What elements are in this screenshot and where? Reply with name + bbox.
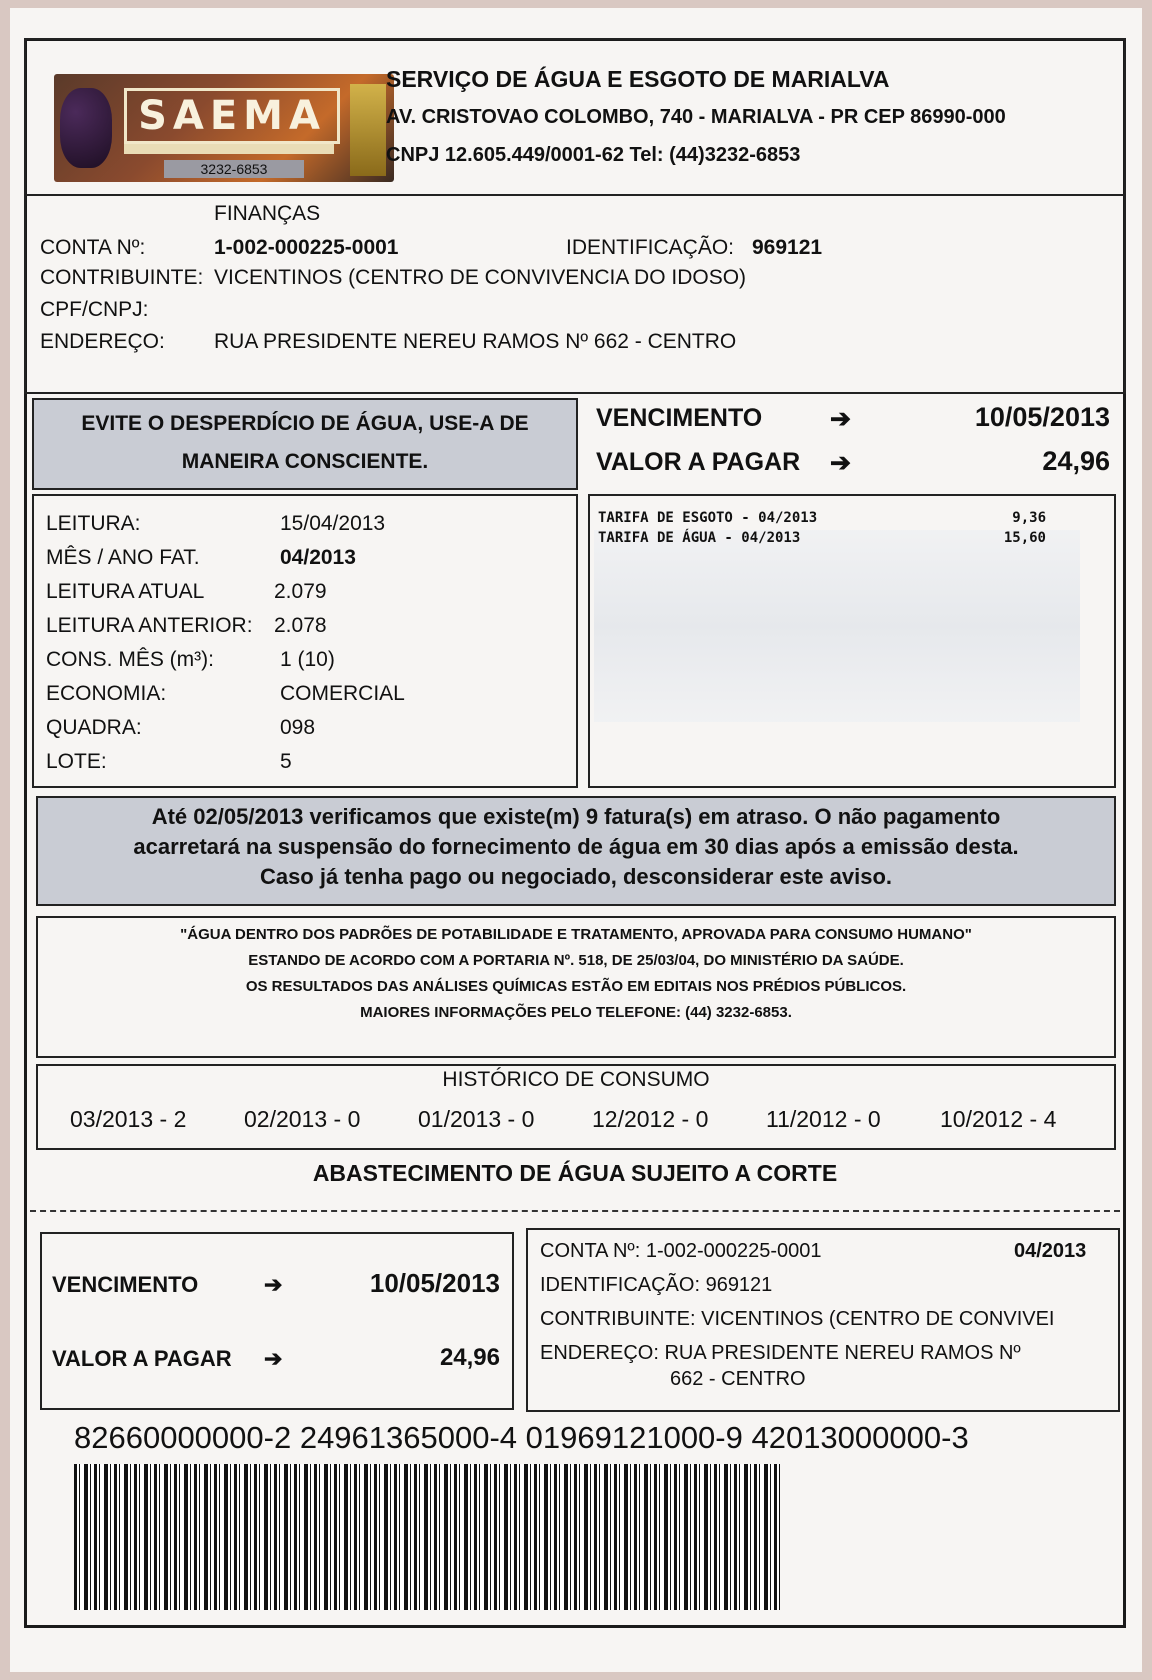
reading-value: 2.079 (274, 580, 327, 603)
valor-value: 24,96 (1042, 446, 1110, 476)
account-box (24, 194, 1126, 394)
cut-warning: ABASTECIMENTO DE ÁGUA SUJEITO A CORTE (312, 1160, 838, 1186)
end-value: RUA PRESIDENTE NEREU RAMOS Nº 662 - CENTRO (214, 330, 737, 353)
org-address: AV. CRISTOVAO COLOMBO, 740 - MARIALVA - PR CEP 86990-000 (386, 106, 1006, 128)
history-item: 03/2013 - 2 (70, 1106, 187, 1132)
stub-ident: IDENTIFICAÇÃO: 969121 (540, 1274, 773, 1296)
grapes-icon (60, 88, 112, 168)
history-item: 02/2013 - 0 (244, 1106, 361, 1132)
stub-contrib: CONTRIBUINTE: VICENTINOS (CENTRO DE CONVIVEI (540, 1308, 1055, 1330)
stub-venc-label: VENCIMENTO (52, 1272, 199, 1297)
stub-valor-value: 24,96 (439, 1344, 500, 1371)
contrib-label: CONTRIBUINTE: (40, 266, 204, 289)
valor-label: VALOR A PAGAR (596, 448, 801, 476)
conta-value: 1-002-000225-0001 (214, 236, 399, 259)
stub-due-box (40, 1232, 514, 1410)
arrow-icon: ➔ (264, 1346, 283, 1371)
reading-value: COMERCIAL (280, 682, 405, 705)
history-item: 01/2013 - 0 (418, 1106, 535, 1132)
contrib-value: VICENTINOS (CENTRO DE CONVIVENCIA DO IDOSO) (214, 266, 747, 289)
cpf-label: CPF/CNPJ: (40, 298, 149, 321)
faucet-watermark (594, 530, 1080, 722)
arrow-icon: ➔ (264, 1272, 283, 1297)
arrow-icon: ➔ (830, 449, 851, 477)
barcode (74, 1464, 780, 1610)
quality-line2: ESTANDO DE ACORDO COM A PORTARIA Nº. 518, DE 25/03/04, DO MINISTÉRIO DA SAÚDE. (248, 952, 904, 969)
saema-logo (54, 74, 394, 182)
barcode-digits: 82660000000-2 24961365000-4 01969121000-9 42013000000-3 (74, 1420, 969, 1455)
reading-value: 2.078 (274, 614, 327, 637)
venc-label: VENCIMENTO (596, 404, 763, 432)
alert-line3: Caso já tenha pago ou negociado, desconsiderar este aviso. (259, 864, 893, 889)
venc-value: 10/05/2013 (974, 402, 1110, 432)
reading-label: LEITURA: (46, 512, 141, 535)
stub-conta: CONTA Nº: 1-002-000225-0001 (540, 1240, 822, 1262)
history-item: 12/2012 - 0 (592, 1106, 709, 1132)
history-title: HISTÓRICO DE CONSUMO (442, 1068, 710, 1091)
reading-label: LOTE: (46, 750, 107, 773)
reading-value: 04/2013 (280, 546, 356, 569)
end-label: ENDEREÇO: (40, 330, 165, 353)
reading-value: 098 (280, 716, 316, 739)
tariff-label: TARIFA DE ESGOTO - 04/2013 (598, 510, 818, 526)
tariff-label: TARIFA DE ÁGUA - 04/2013 (598, 530, 801, 546)
tear-line (30, 1210, 1120, 1212)
notice-line2: MANEIRA CONSCIENTE. (181, 450, 429, 473)
reading-label: LEITURA ANTERIOR: (46, 614, 253, 637)
reading-label: CONS. MÊS (m³): (46, 648, 214, 671)
conta-label: CONTA Nº: (40, 236, 146, 259)
history-item: 11/2012 - 0 (766, 1106, 881, 1132)
reading-label: ECONOMIA: (46, 682, 167, 705)
reading-value: 5 (280, 750, 292, 773)
stub-venc-value: 10/05/2013 (369, 1268, 500, 1298)
org-cnpj: CNPJ 12.605.449/0001-62 Tel: (44)3232-6853 (386, 144, 801, 166)
quality-line3: OS RESULTADOS DAS ANÁLISES QUÍMICAS ESTÃO EM EDITAIS NOS PRÉDIOS PÚBLICOS. (245, 978, 907, 995)
reading-value: 15/04/2013 (280, 512, 386, 535)
id-label: IDENTIFICAÇÃO: (566, 236, 735, 259)
alert-line2: acarretará na suspensão do fornecimento de água em 30 dias após a emissão desta. (133, 834, 1019, 859)
stub-period: 04/2013 (1014, 1240, 1087, 1262)
history-item: 10/2012 - 4 (940, 1106, 1057, 1132)
section-title: FINANÇAS (214, 202, 321, 225)
tariff-value: 9,36 (1012, 510, 1046, 526)
org-name: SERVIÇO DE ÁGUA E ESGOTO DE MARIALVA (386, 66, 890, 92)
reading-box (32, 494, 578, 788)
tariff-value: 15,60 (1003, 530, 1046, 546)
arrow-icon: ➔ (830, 405, 851, 433)
stub-valor-label: VALOR A PAGAR (52, 1346, 232, 1371)
notice-line1: EVITE O DESPERDÍCIO DE ÁGUA, USE-A DE (81, 412, 529, 435)
logo-phone: 3232-6853 (164, 160, 304, 178)
reading-value: 1 (10) (280, 648, 335, 671)
reading-label: QUADRA: (46, 716, 142, 739)
reading-label: MÊS / ANO FAT. (46, 546, 200, 569)
logo-subtitle-band (124, 144, 334, 154)
quality-line4: MAIORES INFORMAÇÕES PELO TELEFONE: (44) 3232-6853. (360, 1004, 792, 1021)
valve-icon (350, 84, 386, 176)
stub-end2: 662 - CENTRO (670, 1368, 806, 1390)
reading-label: LEITURA ATUAL (46, 580, 205, 603)
quality-line1: "ÁGUA DENTRO DOS PADRÕES DE POTABILIDADE E TRATAMENTO, APROVADA PARA CONSUMO HUMANO" (180, 926, 972, 943)
logo-wordmark: SAEMA (124, 88, 340, 144)
alert-line1: Até 02/05/2013 verificamos que existe(m) 9 fatura(s) em atraso. O não pagamento (151, 804, 1001, 829)
stub-end1: ENDEREÇO: RUA PRESIDENTE NEREU RAMOS Nº (540, 1342, 1021, 1364)
id-value: 969121 (752, 236, 823, 259)
stub-account-box (526, 1228, 1120, 1412)
